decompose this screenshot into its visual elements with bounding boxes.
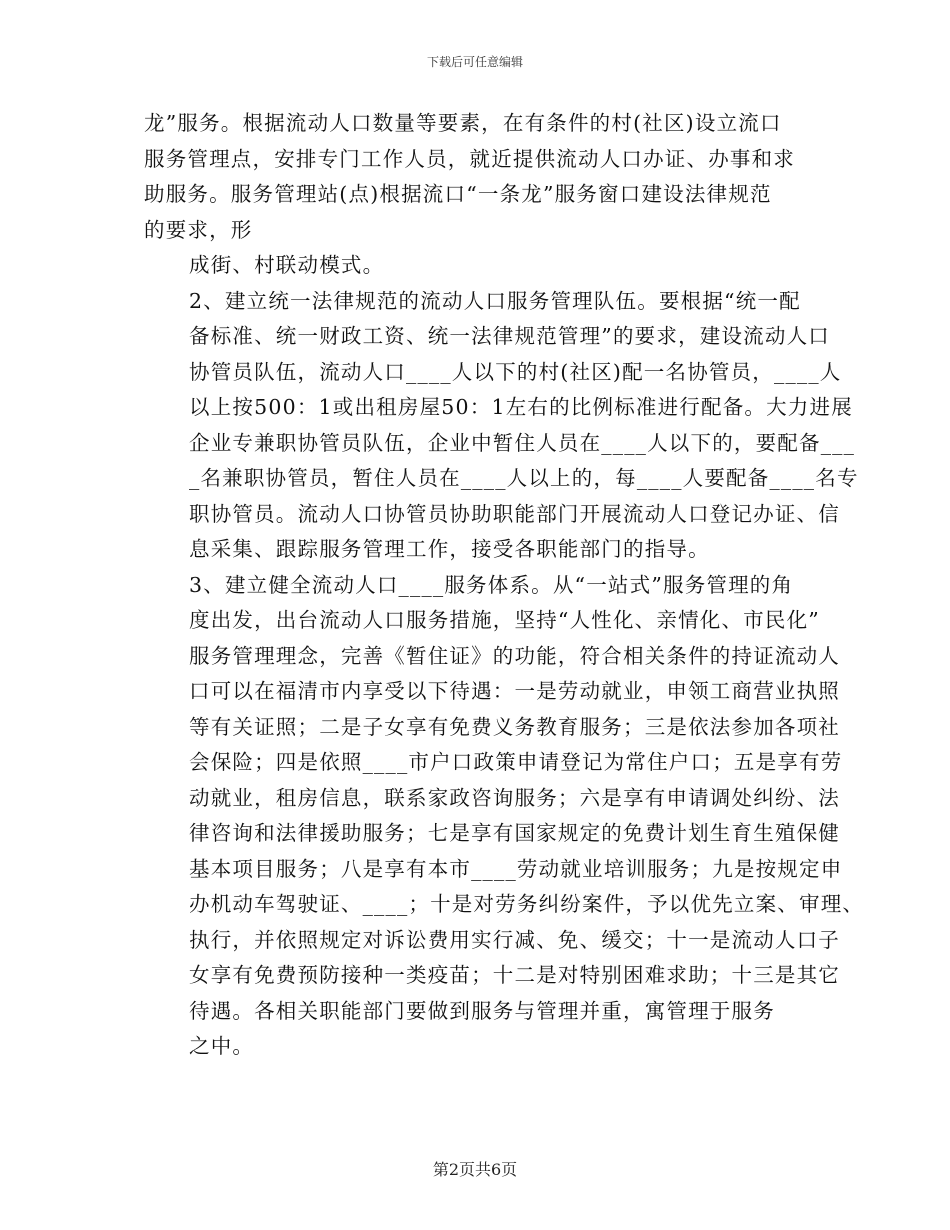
text-line: 女享有免费预防接种一类疫苗；十二是对特别困难求助；十三是其它 [189, 963, 840, 987]
paragraph-section-3-end [144, 1029, 812, 1065]
text-line: 口可以在福清市内享受以下待遇：一是劳动就业，申领工商营业执照 [189, 679, 840, 703]
paragraph-section-2 [144, 284, 859, 568]
page-header: 下载后可任意编辑 [426, 55, 523, 69]
text-line: 息采集、跟踪服务管理工作，接受各职能部门的指导。 [189, 537, 710, 561]
text-line: 职协管员。流动人口协管员协助职能部门开展流动人口登记办证、信 [189, 501, 840, 526]
text-line: 会保险；四是依照____市户口政策申请登记为常住户口；五是享有劳 [189, 750, 843, 774]
text-line: 以上按500：1或出租房屋50：1左右的比例标准进行配备。大力进展 [189, 395, 853, 419]
text-line: 等有关证照；二是子女享有免费义务教育服务；三是依法参加各项社 [189, 714, 840, 739]
paragraph-section-3 [144, 568, 865, 1030]
text-line: 律咨询和法律援助服务；七是享有国家规定的免费计划生育生殖保健 [189, 821, 840, 845]
paragraph-continuation-end [144, 248, 812, 284]
text-line: 助服务。服务管理站(点)根据流口“一条龙”服务窗口建设法律规范 [144, 182, 772, 206]
text-line: 执行，并依照规定对诉讼费用实行减、免、缓交；十一是流动人口子 [189, 927, 840, 952]
text-line: 成街、村联动模式。 [189, 253, 385, 277]
text-line: 备标准、统一财政工资、统一法律规范管理”的要求，建设流动人口 [189, 324, 830, 348]
text-line: 办机动车驾驶证、____；十是对劳务纠纷案件，予以优先立案、审理、 [189, 892, 865, 916]
text-line: 度出发，出台流动人口服务措施，坚持“人性化、亲情化、市民化” [189, 608, 820, 632]
text-line: 待遇。各相关职能部门要做到服务与管理并重，寓管理于服务 [189, 998, 775, 1023]
text-line: _名兼职协管员，暂住人员在____人以上的，每____人要配备____名专 [189, 466, 859, 490]
text-line: 的要求，形 [144, 217, 253, 242]
text-line: 协管员队伍，流动人口____人以下的村(社区)配一名协管员，____人 [189, 359, 842, 384]
paragraph-continuation [144, 106, 812, 248]
text-line: 动就业，租房信息，联系家政咨询服务；六是享有申请调处纠纷、法 [189, 785, 840, 810]
text-line: 基本项目服务；八是享有本市____劳动就业培训服务；九是按规定申 [189, 856, 843, 881]
text-line: 服务管理点，安排专门工作人员，就近提供流动人口办证、办事和求 [144, 146, 795, 171]
page-number: 第2页共6页 [432, 1160, 518, 1179]
text-line: 3、建立健全流动人口____服务体系。从“一站式”服务管理的角 [189, 572, 794, 597]
text-line: 企业专兼职协管员队伍，企业中暂住人员在____人以下的，要配备___ [189, 430, 856, 455]
text-line: 龙”服务。根据流动人口数量等要素，在有条件的村(社区)设立流口 [144, 111, 782, 135]
text-line: 服务管理理念，完善《暂住证》的功能，符合相关条件的持证流动人 [189, 643, 840, 668]
document-body [144, 106, 865, 1065]
text-line: 2、建立统一法律规范的流动人口服务管理队伍。要根据“统一配 [189, 288, 801, 313]
text-line: 之中。 [189, 1034, 255, 1058]
